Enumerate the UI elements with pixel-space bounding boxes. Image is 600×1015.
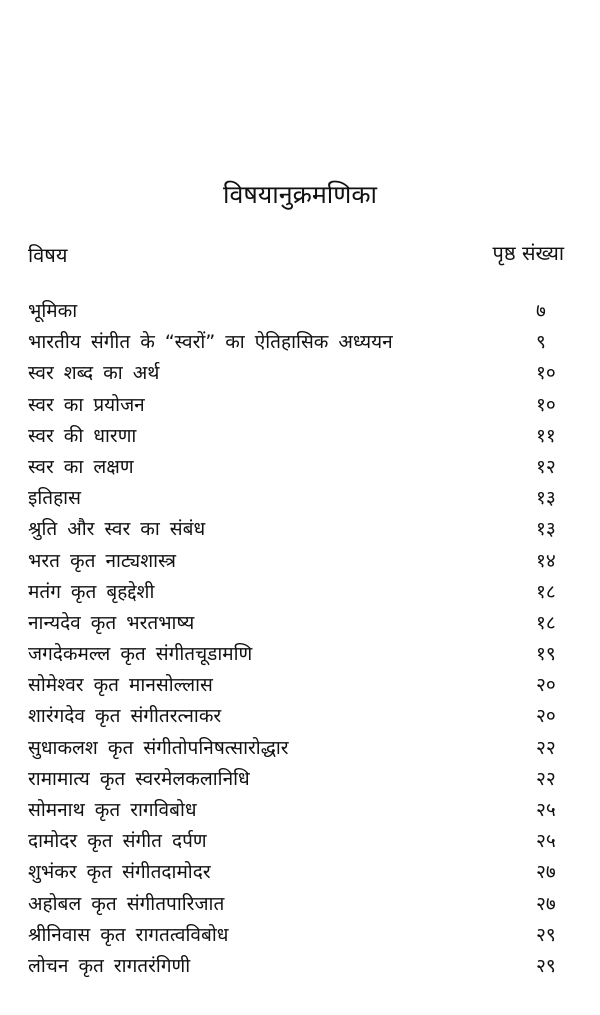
toc-entry-topic: सोमेश्वर कृत मानसोल्लास (28, 674, 213, 697)
toc-entry-topic: सोमनाथ कृत रागविबोध (28, 799, 197, 821)
toc-entry-topic: भूमिका (28, 300, 78, 322)
toc-entry (0, 546, 600, 577)
toc-entry (0, 639, 600, 670)
toc-entry (0, 951, 600, 982)
toc-entry-page-number: २२ (536, 767, 556, 790)
toc-entry-topic: अहोबल कृत संगीतपारिजात (28, 892, 225, 915)
toc-entry (0, 701, 600, 732)
toc-entry-page-number: १३ (536, 487, 556, 510)
topic-column-header: विषय (28, 243, 68, 267)
toc-entry (0, 764, 600, 795)
toc-entry-topic: नान्यदेव कृत भरतभाष्य (28, 611, 195, 634)
toc-entry-topic: श्रीनिवास कृत रागतत्वविबोध (28, 923, 229, 946)
toc-entry (0, 826, 600, 857)
toc-entry (0, 327, 600, 358)
toc-entry-page-number: १८ (536, 580, 556, 603)
toc-entry-page-number: २७ (536, 861, 556, 884)
table-of-contents (0, 296, 600, 982)
toc-entry (0, 889, 600, 920)
toc-entry-page-number: १३ (536, 518, 556, 541)
toc-entry (0, 920, 600, 951)
toc-entry-page-number: १४ (536, 549, 556, 572)
toc-entry-page-number: ९ (536, 331, 546, 354)
toc-entry-topic: शारंगदेव कृत संगीतरत्नाकर (28, 705, 222, 728)
toc-entry-topic: दामोदर कृत संगीत दर्पण (28, 830, 207, 853)
toc-entry-page-number: १९ (536, 643, 556, 666)
toc-entry-page-number: २२ (536, 736, 556, 759)
toc-entry-page-number: १२ (536, 455, 556, 478)
toc-entry (0, 358, 600, 389)
toc-entry (0, 452, 600, 483)
toc-entry (0, 421, 600, 452)
toc-entry-page-number: २० (536, 705, 556, 728)
toc-entry-page-number: २५ (536, 830, 556, 853)
toc-entry-page-number: २७ (536, 892, 556, 915)
toc-entry-topic: मतंग कृत बृहद्देशी (28, 580, 155, 603)
toc-entry-topic: जगदेकमल्ल कृत संगीतचूडामणि (28, 643, 253, 666)
toc-entry-topic: शुभंकर कृत संगीतदामोदर (28, 861, 211, 884)
toc-entry-topic: सुधाकलश कृत संगीतोपनिषत्सारोद्धार (28, 736, 289, 759)
toc-entry-page-number: २० (536, 674, 556, 697)
toc-entry (0, 795, 600, 826)
toc-entry-page-number: ७ (536, 300, 546, 322)
toc-entry-page-number: २५ (536, 799, 556, 821)
toc-entry-topic: इतिहास (28, 487, 81, 510)
toc-entry-topic: स्वर का लक्षण (28, 455, 134, 478)
toc-entry-page-number: २९ (536, 923, 556, 946)
toc-entry-topic: लोचन कृत रागतरंगिणी (28, 954, 191, 977)
toc-entry (0, 577, 600, 608)
toc-entry-page-number: २९ (536, 954, 556, 977)
toc-entry-page-number: १० (536, 362, 556, 385)
page-title: विषयानुक्रमणिका (222, 180, 378, 209)
toc-entry (0, 483, 600, 514)
toc-entry-topic: स्वर का प्रयोजन (28, 393, 145, 416)
page-number-column-header: पृष्ठ संख्या (492, 241, 564, 265)
toc-entry (0, 857, 600, 888)
toc-entry (0, 296, 600, 327)
toc-entry-page-number: १८ (536, 611, 556, 634)
toc-entry-topic: भरत कृत नाट्यशास्त्र (28, 549, 176, 572)
toc-entry-topic: रामामात्य कृत स्वरमेलकलानिधि (28, 767, 250, 790)
toc-entry (0, 733, 600, 764)
toc-entry-topic: भारतीय संगीत के “स्वरों” का ऐतिहासिक अध्ययन (28, 331, 393, 354)
toc-entry (0, 514, 600, 545)
toc-entry (0, 608, 600, 639)
toc-entry-topic: स्वर शब्द का अर्थ (28, 362, 160, 385)
toc-entry-page-number: ११ (536, 424, 556, 447)
toc-entry-topic: श्रुति और स्वर का संबंध (28, 518, 206, 541)
toc-entry-page-number: १० (536, 393, 556, 416)
toc-entry (0, 670, 600, 701)
toc-entry-topic: स्वर की धारणा (28, 424, 137, 447)
toc-entry (0, 390, 600, 421)
